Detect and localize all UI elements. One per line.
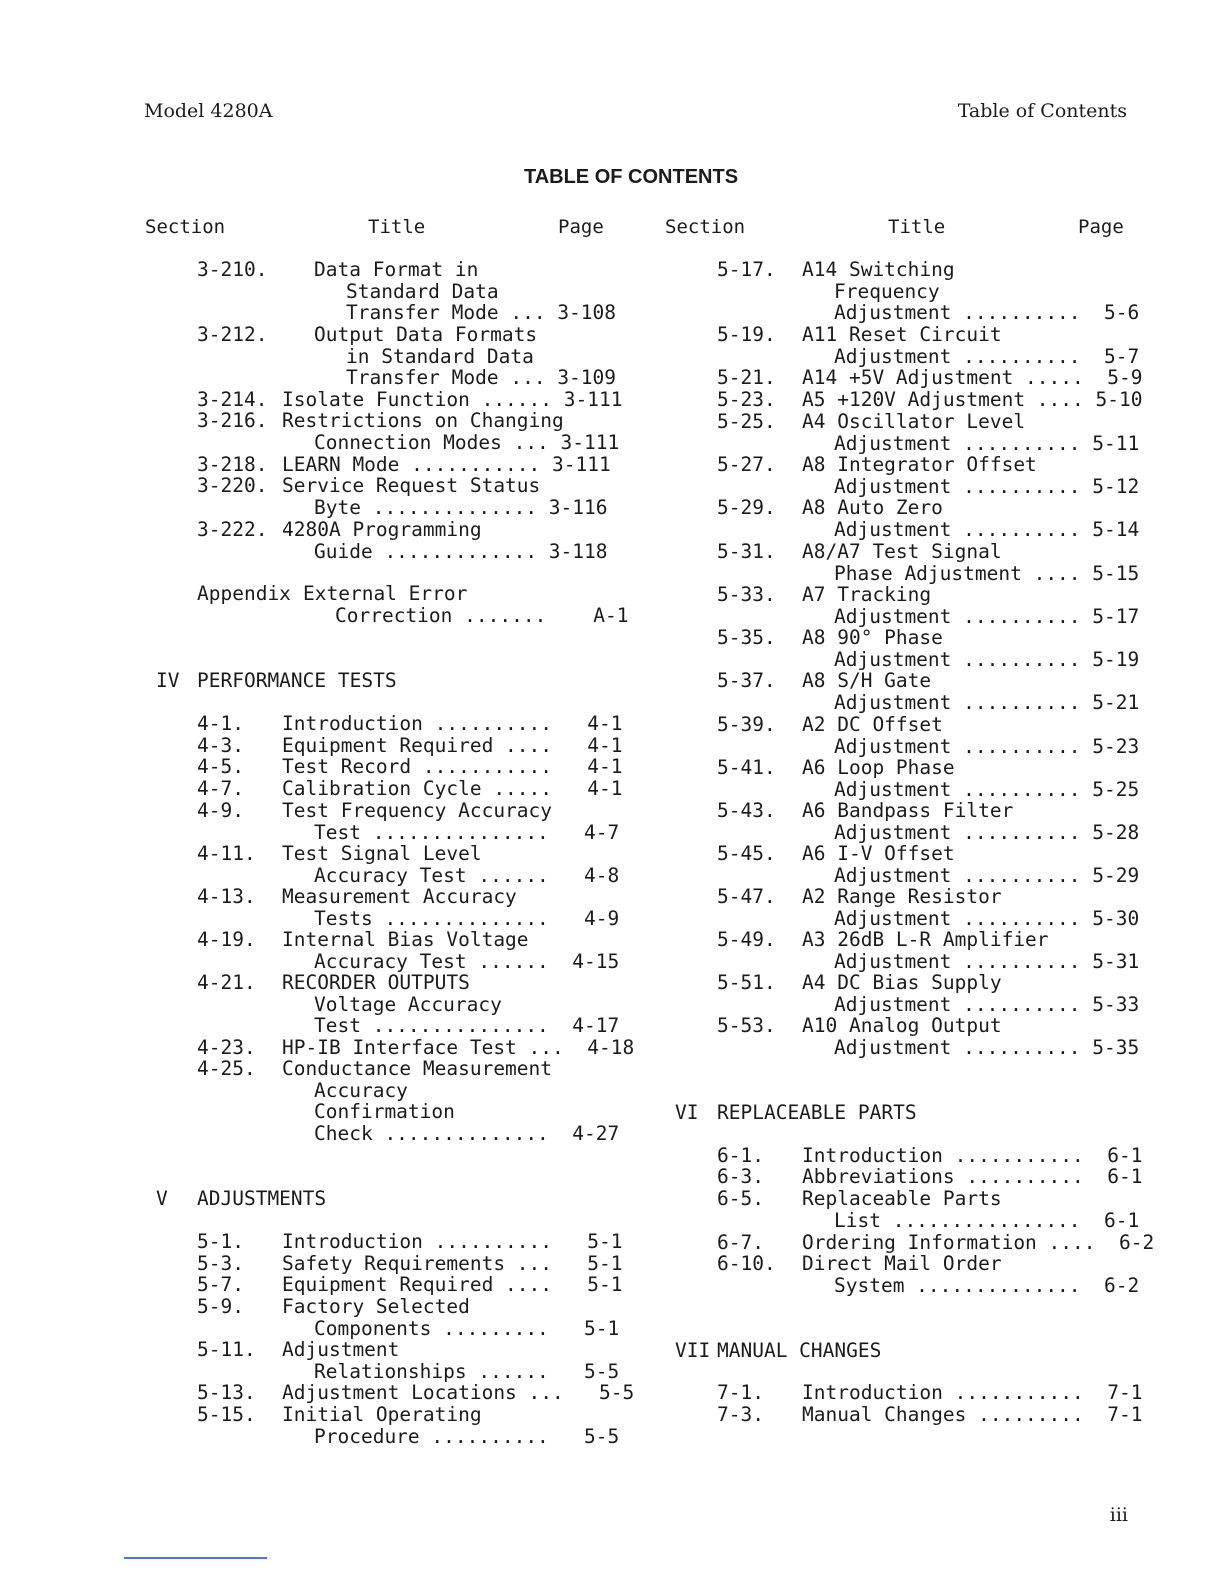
right-entry-text: Adjustment .......... 5-30 (834, 906, 1140, 930)
left-entry-number: 5-11. (197, 1338, 256, 1361)
right-entry-number: 5-23. (717, 388, 776, 411)
left-entry-text: Introduction .......... 4-1 (282, 712, 623, 735)
right-entry-text: A6 Loop Phase (802, 756, 955, 779)
right-entry-text: A6 I-V Offset (802, 842, 955, 865)
left-entry-text: Connection Modes ... 3-111 (314, 430, 620, 454)
right-entry-text: A8 Auto Zero (802, 496, 943, 519)
left-entry-number: 5-7. (197, 1273, 244, 1296)
left-entry-text: Check .............. 4-27 (314, 1121, 620, 1145)
right-entry-text: A2 Range Resistor (802, 885, 1002, 908)
left-entry-number: Appendix (197, 582, 291, 605)
left-entry-number: 5-1. (197, 1230, 244, 1253)
right-entry-text: Adjustment .......... 5-29 (834, 863, 1140, 887)
right-entry-number: 6-1. (717, 1144, 764, 1167)
left-entry-number: 4-11. (197, 842, 256, 865)
right-entry-number: 5-37. (717, 669, 776, 692)
left-entry-text: Test Frequency Accuracy (282, 799, 553, 822)
right-entry-number: 5-49. (717, 928, 776, 951)
left-entry-number: 5-15. (197, 1403, 256, 1426)
left-entry-text: ADJUSTMENTS (197, 1187, 327, 1210)
left-entry-number: 4-21. (197, 971, 256, 994)
left-entry-number: IV (156, 669, 180, 692)
right-entry-number: 7-3. (717, 1403, 764, 1426)
right-entry-number: 5-35. (717, 626, 776, 649)
left-entry-text: Factory Selected (282, 1295, 470, 1318)
left-entry-text: External Error (303, 582, 468, 605)
left-entry-text: Conductance Measurement (282, 1057, 553, 1080)
right-entry-number: 6-3. (717, 1165, 764, 1188)
left-entry-text: LEARN Mode ........... 3-111 (282, 453, 611, 476)
right-entry-text: Direct Mail Order (802, 1252, 1002, 1275)
right-entry-text: A14 +5V Adjustment ..... 5-9 (802, 366, 1143, 389)
left-col-section-header: Section (145, 216, 226, 238)
right-entry-number: 5-39. (717, 713, 776, 736)
right-entry-number: 6-7. (717, 1231, 764, 1254)
left-entry-text: in Standard Data (346, 344, 534, 368)
left-entry-number: 3-212. (197, 323, 268, 346)
right-entry-text: Abbreviations .......... 6-1 (802, 1165, 1143, 1188)
right-entry-text: A8/A7 Test Signal (802, 540, 1002, 563)
right-entry-number: 5-43. (717, 799, 776, 822)
right-entry-text: Adjustment .......... 5-7 (834, 344, 1140, 368)
left-entry-number: 4-3. (197, 734, 244, 757)
right-entry-number: 5-41. (717, 756, 776, 779)
right-entry-text: A4 DC Bias Supply (802, 971, 1002, 994)
right-entry-text: Adjustment .......... 5-33 (834, 992, 1140, 1016)
right-entry-text: A5 +120V Adjustment .... 5-10 (802, 388, 1143, 411)
left-entry-text: 4280A Programming (282, 518, 482, 541)
left-entry-text: Relationships ...... 5-5 (314, 1359, 620, 1383)
left-entry-text: HP-IB Interface Test ... 4-18 (282, 1036, 635, 1059)
right-entry-text: Adjustment .......... 5-11 (834, 431, 1140, 455)
left-entry-text: Service Request Status (282, 474, 541, 497)
right-entry-text: Adjustment .......... 5-12 (834, 474, 1140, 498)
left-entry-text: Tests .............. 4-9 (314, 906, 620, 930)
right-entry-text: Frequency (834, 279, 940, 303)
right-entry-number: 5-29. (717, 496, 776, 519)
left-entry-number: 4-7. (197, 777, 244, 800)
right-entry-number: VII (675, 1339, 711, 1362)
header-model: Model 4280A (144, 100, 273, 122)
left-entry-text: Test ............... 4-17 (314, 1014, 620, 1038)
right-entry-text: A11 Reset Circuit (802, 323, 1002, 346)
right-entry-text: REPLACEABLE PARTS (717, 1101, 917, 1124)
left-entry-text: Voltage Accuracy (314, 992, 502, 1016)
right-entry-number: 5-25. (717, 410, 776, 433)
right-entry-number: 5-53. (717, 1014, 776, 1037)
header-section-title: Table of Contents (957, 100, 1127, 122)
right-entry-text: Introduction ........... 7-1 (802, 1381, 1143, 1404)
left-entry-text: Accuracy Test ...... 4-8 (314, 863, 620, 887)
right-entry-text: A10 Analog Output (802, 1014, 1002, 1037)
left-entry-text: Transfer Mode ... 3-109 (346, 366, 617, 390)
page-title: TABLE OF CONTENTS (523, 166, 739, 188)
left-entry-text: Confirmation (314, 1100, 455, 1124)
left-entry-number: 3-210. (197, 258, 268, 281)
right-col-section-header: Section (665, 216, 746, 238)
right-entry-text: System .............. 6-2 (834, 1273, 1140, 1297)
right-entry-text: Adjustment .......... 5-17 (834, 604, 1140, 628)
left-entry-text: Equipment Required .... 5-1 (282, 1273, 623, 1296)
right-entry-text: Adjustment .......... 5-21 (834, 690, 1140, 714)
right-entry-number: 5-19. (717, 323, 776, 346)
right-entry-text: Adjustment .......... 5-19 (834, 647, 1140, 671)
right-entry-text: Introduction ........... 6-1 (802, 1144, 1143, 1167)
right-col-title-header: Title (888, 216, 946, 238)
right-entry-text: A8 90° Phase (802, 626, 943, 649)
left-entry-number: 4-5. (197, 755, 244, 778)
left-entry-text: Test ............... 4-7 (314, 820, 620, 844)
left-entry-number: 5-13. (197, 1381, 256, 1404)
right-entry-text: A6 Bandpass Filter (802, 799, 1014, 822)
left-entry-text: Accuracy Test ...... 4-15 (314, 949, 620, 973)
right-entry-number: 5-27. (717, 453, 776, 476)
right-entry-text: Ordering Information .... 6-2 (802, 1231, 1155, 1254)
left-entry-number: 4-25. (197, 1057, 256, 1080)
right-entry-number: VI (675, 1101, 699, 1124)
right-entry-text: A3 26dB L-R Amplifier (802, 928, 1049, 951)
page-number: iii (1109, 1504, 1128, 1526)
right-entry-text: A7 Tracking (802, 583, 932, 606)
left-entry-text: Measurement Accuracy (282, 885, 517, 908)
right-entry-text: MANUAL CHANGES (717, 1339, 882, 1362)
left-entry-number: 3-220. (197, 474, 268, 497)
left-col-page-header: Page (558, 216, 604, 238)
left-col-title-header: Title (368, 216, 426, 238)
right-entry-number: 5-33. (717, 583, 776, 606)
right-entry-number: 6-5. (717, 1187, 764, 1210)
right-entry-number: 5-47. (717, 885, 776, 908)
left-entry-text: Data Format in (314, 258, 479, 281)
right-entry-text: Adjustment .......... 5-23 (834, 734, 1140, 758)
left-entry-text: Components ......... 5-1 (314, 1316, 620, 1340)
right-entry-text: Replaceable Parts (802, 1187, 1002, 1210)
right-entry-number: 6-10. (717, 1252, 776, 1275)
right-entry-number: 5-21. (717, 366, 776, 389)
right-entry-text: Adjustment .......... 5-6 (834, 301, 1140, 325)
left-entry-text: Accuracy (314, 1078, 408, 1102)
left-entry-text: Calibration Cycle ..... 4-1 (282, 777, 623, 800)
left-entry-text: PERFORMANCE TESTS (197, 669, 397, 692)
left-entry-text: Standard Data (346, 279, 499, 303)
left-entry-number: 4-9. (197, 799, 244, 822)
right-entry-text: A14 Switching (802, 258, 955, 281)
right-entry-text: Adjustment .......... 5-14 (834, 517, 1140, 541)
left-entry-text: Adjustment Locations ... 5-5 (282, 1381, 635, 1404)
left-entry-number: 5-3. (197, 1252, 244, 1275)
footer-rule (124, 1557, 267, 1559)
right-entry-text: Adjustment .......... 5-35 (834, 1035, 1140, 1059)
left-entry-text: Restrictions on Changing (282, 409, 564, 432)
left-entry-number: 5-9. (197, 1295, 244, 1318)
left-entry-text: Output Data Formats (314, 323, 538, 346)
right-entry-number: 5-17. (717, 258, 776, 281)
left-entry-number: 4-13. (197, 885, 256, 908)
right-entry-text: A4 Oscillator Level (802, 410, 1026, 433)
left-entry-number: 3-214. (197, 388, 268, 411)
right-entry-text: Phase Adjustment .... 5-15 (834, 561, 1140, 585)
right-entry-text: Manual Changes ......... 7-1 (802, 1403, 1143, 1426)
right-entry-number: 5-45. (717, 842, 776, 865)
left-entry-text: RECORDER OUTPUTS (282, 971, 470, 994)
right-entry-number: 5-51. (717, 971, 776, 994)
left-entry-number: 3-218. (197, 453, 268, 476)
left-entry-text: Initial Operating (282, 1403, 482, 1426)
left-entry-text: Equipment Required .... 4-1 (282, 734, 623, 757)
right-entry-text: Adjustment .......... 5-28 (834, 820, 1140, 844)
left-entry-text: Correction ....... A-1 (335, 603, 629, 627)
left-entry-text: Introduction .......... 5-1 (282, 1230, 623, 1253)
left-entry-text: Safety Requirements ... 5-1 (282, 1252, 623, 1275)
left-entry-text: Adjustment (282, 1338, 400, 1361)
right-entry-text: A2 DC Offset (802, 713, 943, 736)
right-entry-text: Adjustment .......... 5-25 (834, 777, 1140, 801)
right-col-page-header: Page (1078, 216, 1124, 238)
left-entry-text: Guide ............. 3-118 (314, 539, 608, 563)
left-entry-number: 3-222. (197, 518, 268, 541)
right-entry-text: List ................ 6-1 (834, 1208, 1140, 1232)
right-entry-text: Adjustment .......... 5-31 (834, 949, 1140, 973)
left-entry-number: 4-19. (197, 928, 256, 951)
right-entry-text: A8 Integrator Offset (802, 453, 1037, 476)
left-entry-text: Internal Bias Voltage (282, 928, 529, 951)
right-entry-number: 5-31. (717, 540, 776, 563)
right-entry-text: A8 S/H Gate (802, 669, 932, 692)
left-entry-number: 4-23. (197, 1036, 256, 1059)
left-entry-text: Transfer Mode ... 3-108 (346, 301, 617, 325)
left-entry-number: 4-1. (197, 712, 244, 735)
left-entry-text: Isolate Function ...... 3-111 (282, 388, 623, 411)
left-entry-number: V (156, 1187, 168, 1210)
left-entry-text: Test Signal Level (282, 842, 482, 865)
right-entry-number: 7-1. (717, 1381, 764, 1404)
left-entry-text: Test Record ........... 4-1 (282, 755, 623, 778)
left-entry-text: Byte .............. 3-116 (314, 495, 608, 519)
left-entry-number: 3-216. (197, 409, 268, 432)
left-entry-text: Procedure .......... 5-5 (314, 1424, 620, 1448)
